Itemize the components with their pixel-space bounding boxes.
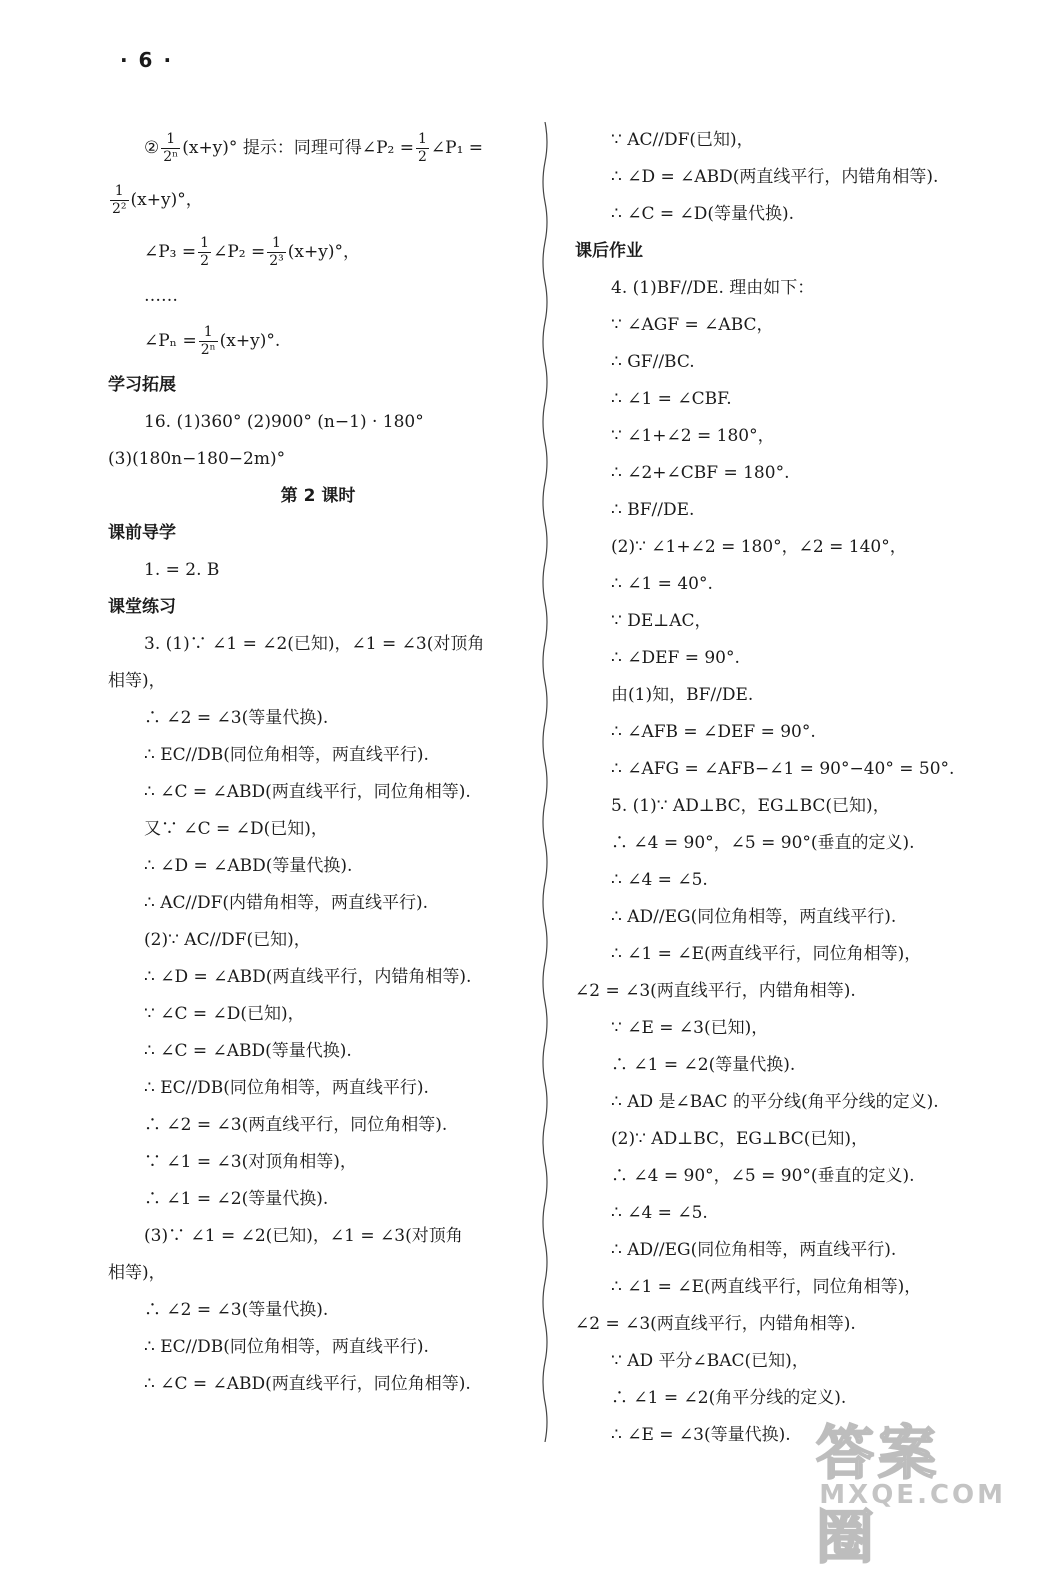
left-column <box>108 122 528 1403</box>
answer-line: ∠2 = ∠3(两直线平行，内错角相等). <box>575 1314 856 1334</box>
answer-line: (2)∵ AD⊥BC，EG⊥BC(已知)， <box>611 1129 869 1149</box>
formula-line-1: ② $\frac{1}{\text{2ⁿ}}$ (x+y)° 提示：同理可得∠P₂ = $\frac{1}{2}$ ∠P₁ = <box>144 131 484 165</box>
answer-line: ∵ AC//DF(已知)， <box>611 130 754 150</box>
answer-line: ∴ AD//EG(同位角相等，两直线平行). <box>611 1240 897 1260</box>
answer-line: ∴ ∠E = ∠3(等量代换). <box>611 1425 791 1445</box>
answer-line: ∴ GF//BC. <box>611 352 695 372</box>
answer-line: 相等)， <box>108 1263 166 1283</box>
answer-line: ∵ ∠E = ∠3(已知)， <box>611 1018 769 1038</box>
fraction: $\frac{1}{\text{2³}}$ <box>269 235 284 269</box>
fraction: $\frac{1}{\text{2ⁿ}}$ <box>200 324 216 358</box>
answer-line: ∴ ∠C = ∠ABD(两直线平行，同位角相等). <box>144 782 471 802</box>
answer-line: ∵ ∠1 = ∠3(对顶角相等)， <box>144 1152 357 1172</box>
answer-line: ∴ ∠1 = ∠2(等量代换). <box>611 1055 796 1075</box>
answer-line: 5. (1)∵ AD⊥BC，EG⊥BC(已知)， <box>611 796 890 816</box>
lesson-title: 第 2 课时 <box>280 486 356 506</box>
answer-line: ∴ EC//DB(同位角相等，两直线平行). <box>144 745 429 765</box>
column-divider <box>540 122 550 1442</box>
answer-line: ∴ ∠1 = ∠E(两直线平行，同位角相等)， <box>611 944 922 964</box>
answer-line: ∴ EC//DB(同位角相等，两直线平行). <box>144 1078 429 1098</box>
answer-line: ∵ AD 平分∠BAC(已知)， <box>611 1351 809 1371</box>
watermark-logo <box>816 1406 1016 1571</box>
answer-line: ∵ DE⊥AC， <box>611 611 712 631</box>
answer-line: ∠2 = ∠3(两直线平行，内错角相等). <box>575 981 856 1001</box>
answer-line: ∴ ∠1 = ∠E(两直线平行，同位角相等)， <box>611 1277 922 1297</box>
answer-line: 4. (1)BF//DE. 理由如下： <box>611 278 815 298</box>
answer-line: ∴ ∠2 = ∠3(等量代换). <box>144 708 329 728</box>
section-heading-homework: 课后作业 <box>575 241 643 261</box>
answer-line: ∴ ∠DEF = 90°. <box>611 648 740 668</box>
answer-line: ∴ ∠C = ∠D(等量代换). <box>611 204 795 224</box>
answer-line: 又∵ ∠C = ∠D(已知)， <box>144 819 328 839</box>
item-marker: ② <box>144 138 160 158</box>
q16-line-1: 16. (1)360° (2)900° (n−1) · 180° <box>144 412 424 432</box>
watermark-text: 答案圈 <box>816 1419 941 1571</box>
section-heading-pre: 课前导学 <box>108 523 176 543</box>
answer-line: ∴ AD 是∠BAC 的平分线(角平分线的定义). <box>611 1092 939 1112</box>
section-heading-study-ext: 学习拓展 <box>108 375 176 395</box>
section-heading-class: 课堂练习 <box>108 597 176 617</box>
page-number: · 6 · <box>120 48 174 72</box>
answer-line: ∴ ∠4 = ∠5. <box>611 870 708 890</box>
answer-line: ∴ ∠2 = ∠3(两直线平行，同位角相等). <box>144 1115 448 1135</box>
answer-line: ∴ ∠4 = ∠5. <box>611 1203 708 1223</box>
answer-line: ∴ ∠AFG = ∠AFB−∠1 = 90°−40° = 50°. <box>611 759 955 779</box>
formula-ellipsis: …… <box>144 286 178 306</box>
answer-line: 相等)， <box>108 671 166 691</box>
answer-line: ∴ ∠D = ∠ABD(两直线平行，内错角相等). <box>611 167 939 187</box>
answer-line: ∴ AC//DF(内错角相等，两直线平行). <box>144 893 429 913</box>
answer-line: ∴ ∠D = ∠ABD(两直线平行，内错角相等). <box>144 967 472 987</box>
answer-line: ∴ ∠4 = 90°，∠5 = 90°(垂直的定义). <box>611 1166 915 1186</box>
answer-line: ∴ BF//DE. <box>611 500 695 520</box>
q16-line-2: (3)(180n−180−2m)° <box>108 449 286 469</box>
answer-line: (3)∵ ∠1 = ∠2(已知)，∠1 = ∠3(对顶角 <box>144 1226 463 1246</box>
answer-line: ∴ ∠C = ∠ABD(等量代换). <box>144 1041 352 1061</box>
formula-line-pn: ∠Pₙ = $\frac{1}{\text{2ⁿ}}$ (x+y)°. <box>144 324 281 358</box>
right-column <box>575 122 975 1454</box>
answer-line: ∵ ∠C = ∠D(已知)， <box>144 1004 305 1024</box>
fraction: $\frac{1}{\text{2²}}$ <box>112 183 127 217</box>
answer-line: ∵ ∠1+∠2 = 180°， <box>611 426 775 446</box>
answer-line: (2)∵ AC//DF(已知)， <box>144 930 311 950</box>
answer-line: 3. (1)∵ ∠1 = ∠2(已知)，∠1 = ∠3(对顶角 <box>144 634 485 654</box>
fraction: $\frac{1}{2}$ <box>417 131 427 165</box>
watermark-url: MXQE.COM <box>819 1480 1006 1510</box>
answer-line: ∴ AD//EG(同位角相等，两直线平行). <box>611 907 897 927</box>
answer-line: ∴ ∠4 = 90°，∠5 = 90°(垂直的定义). <box>611 833 915 853</box>
answer-line: ∴ ∠1 = ∠2(等量代换). <box>144 1189 329 1209</box>
answer-line: ∴ EC//DB(同位角相等，两直线平行). <box>144 1337 429 1357</box>
fraction: $\frac{1}{\text{2ⁿ}}$ <box>163 131 179 165</box>
answer-line: (2)∵ ∠1+∠2 = 180°，∠2 = 140°， <box>611 537 907 557</box>
formula-line-3: ∠P₃ = $\frac{1}{2}$ ∠P₂ = $\frac{1}{\text{2³}}$ (x+y)°， <box>144 235 360 269</box>
pre-answers: 1. = 2. B <box>144 560 220 580</box>
answer-line: ∴ ∠2+∠CBF = 180°. <box>611 463 790 483</box>
answer-line: ∴ ∠C = ∠ABD(两直线平行，同位角相等). <box>144 1374 471 1394</box>
fraction: $\frac{1}{2}$ <box>200 235 210 269</box>
answer-line: ∴ ∠1 = 40°. <box>611 574 713 594</box>
answer-line: ∴ ∠1 = ∠CBF. <box>611 389 732 409</box>
answer-line: ∴ ∠2 = ∠3(等量代换). <box>144 1300 329 1320</box>
answer-line: ∴ ∠1 = ∠2(角平分线的定义). <box>611 1388 847 1408</box>
formula-line-2: $\frac{1}{\text{2²}}$ (x+y)°， <box>112 183 203 217</box>
answer-line: ∴ ∠AFB = ∠DEF = 90°. <box>611 722 816 742</box>
answer-line: ∴ ∠D = ∠ABD(等量代换). <box>144 856 353 876</box>
answer-line: ∵ ∠AGF = ∠ABC， <box>611 315 774 335</box>
answer-line: 由(1)知，BF//DE. <box>611 685 754 705</box>
